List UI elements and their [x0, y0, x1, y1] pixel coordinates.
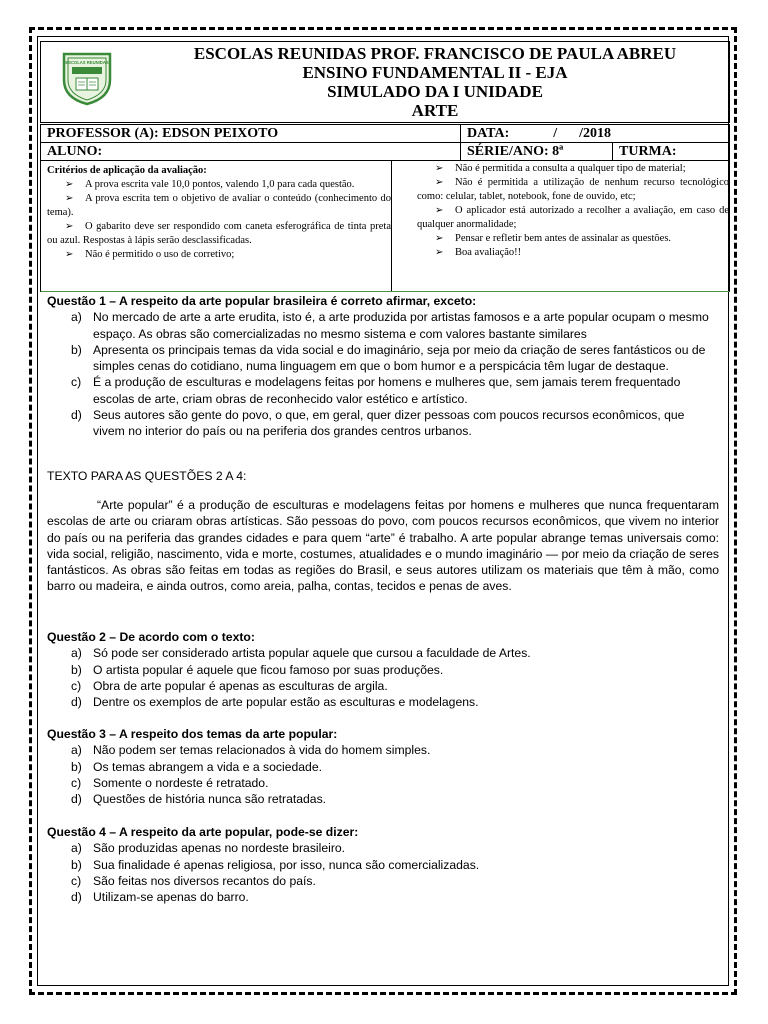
answer-option[interactable]: b) Apresenta os principais temas da vida social e do imaginário, seja por meio da criação de seres fantásticos ou de simples cenas do cotidiano, numa linguagem em que o bom humor e a perspicácia têm lugar de destaque.	[71, 342, 706, 374]
answer-option[interactable]: c) São feitas nos diversos recantos do país.	[71, 873, 316, 888]
reading-text	[47, 497, 719, 595]
answer-option[interactable]: b) O artista popular é aquele que ficou famoso por suas produções.	[71, 662, 444, 677]
criteria-item: ➢ A prova escrita vale 10,0 pontos, valendo 1,0 para cada questão.	[65, 179, 355, 190]
logo-text: ESCOLAS REUNIDAS	[65, 60, 109, 65]
answer-option[interactable]: c) Somente o nordeste é retratado.	[71, 775, 269, 790]
answer-option[interactable]: a) São produzidas apenas no nordeste brasileiro.	[71, 841, 346, 856]
question-title: Questão 2 – De acordo com o texto:	[47, 630, 255, 644]
school-name: ESCOLAS REUNIDAS PROF. FRANCISCO DE PAULA ABREU	[193, 44, 677, 63]
professor-field: PROFESSOR (A): EDSON PEIXOTO	[41, 125, 461, 142]
answer-option[interactable]: c) Obra de arte popular é apenas as esculturas de argila.	[71, 678, 388, 693]
criteria-divider	[391, 161, 392, 291]
header-titles	[140, 44, 730, 120]
criteria-item: ➢ Não é permitida a consulta a qualquer tipo de material;	[435, 163, 686, 174]
arrow-bullet-icon: ➢	[435, 177, 444, 188]
date-sep: /	[553, 126, 558, 141]
school-level: ENSINO FUNDAMENTAL II - EJA	[302, 63, 568, 82]
arrow-bullet-icon: ➢	[65, 193, 74, 204]
arrow-bullet-icon: ➢	[435, 205, 444, 216]
criteria-title: Critérios de aplicação da avaliação:	[47, 165, 207, 176]
answer-option[interactable]: d) Dentre os exemplos de arte popular estão as esculturas e modelagens.	[71, 695, 479, 710]
answer-option[interactable]: a) Só pode ser considerado artista popular aquele que cursou a faculdade de Artes.	[71, 646, 531, 661]
student-row	[40, 143, 730, 161]
question-2	[47, 629, 719, 710]
date-year: /2018	[579, 126, 612, 141]
criteria-left	[47, 164, 391, 262]
reading-paragraph: “Arte popular” é a produção de esculturas e modelagens feitas por homens e mulheres que nunca frequentaram escolas de arte ou criaram obras artísticas. São pessoas do povo, com poucos recursos econômicos, que vivem no interior do país ou na periferia das grandes cidades e para quem “arte” é trabalho. A arte popular abrange temas universais como: vida social, religião, nascimento, vida e morte, costumes, atualidades e o mundo imaginário — por meio da criação de seres fantásticos. As obras são feitas em todas as regiões do Brasil, e seus autores utilizam os materiais que têm à mão, como barro ou madeira, e ainda outros, como areia, palha, contas, tecidos e penas de aves.	[47, 498, 719, 594]
answer-option[interactable]: c) É a produção de esculturas e modelagens feitas por homens e mulheres que, sem jamais terem frequentado escolas de arte, criam obras de reconhecido valor estético e artístico.	[71, 375, 681, 406]
arrow-bullet-icon: ➢	[65, 179, 74, 190]
school-logo-icon	[58, 50, 116, 106]
criteria-item: ➢ Não é permitido o uso de corretivo;	[65, 249, 235, 260]
criteria-item: ➢ Não é permitida a utilização de nenhum recurso tecnológico como: celular, tablet, notebook, fone de ouvido, etc;	[417, 177, 729, 202]
question-3	[47, 726, 719, 807]
arrow-bullet-icon: ➢	[435, 233, 444, 244]
criteria-item: ➢ Boa avaliação!!	[435, 247, 522, 258]
student-field[interactable]: ALUNO:	[41, 143, 461, 160]
arrow-bullet-icon: ➢	[435, 247, 444, 258]
question-title: Questão 1 – A respeito da arte popular brasileira é correto afirmar, exceto:	[47, 294, 477, 308]
subject-name: ARTE	[411, 101, 459, 120]
professor-row	[40, 124, 730, 143]
criteria-box	[40, 160, 730, 292]
date-field[interactable]	[461, 125, 729, 142]
criteria-right	[417, 162, 729, 260]
answer-option[interactable]: a) Não podem ser temas relacionados à vida do homem simples.	[71, 743, 431, 758]
arrow-bullet-icon: ➢	[435, 163, 444, 174]
answer-option[interactable]: d) Seus autores são gente do povo, o que, em geral, quer dizer pessoas com poucos recursos econômicos, que vivem no interior do país ou na periferia dos grandes centros urbanos.	[71, 408, 685, 439]
question-1	[47, 293, 719, 440]
grade-field: SÉRIE/ANO: 8ª	[461, 143, 613, 160]
arrow-bullet-icon: ➢	[65, 221, 74, 232]
criteria-item: ➢ A prova escrita tem o objetivo de avaliar o conteúdo (conhecimento do tema).	[47, 193, 391, 218]
question-title: Questão 4 – A respeito da arte popular, pode-se dizer:	[47, 825, 359, 839]
answer-option[interactable]: b) Os temas abrangem a vida e a sociedade.	[71, 759, 322, 774]
question-4	[47, 824, 719, 905]
arrow-bullet-icon: ➢	[65, 249, 74, 260]
answer-option[interactable]: d) Questões de história nunca são retratadas.	[71, 792, 327, 807]
question-title: Questão 3 – A respeito dos temas da arte popular:	[47, 727, 338, 741]
date-label: DATA:	[467, 126, 510, 141]
answer-option[interactable]: b) Sua finalidade é apenas religiosa, por isso, nunca são comercializadas.	[71, 857, 480, 872]
criteria-item: ➢ O gabarito deve ser respondido com caneta esferográfica de tinta preta ou azul. Respostas à lápis serão desclassificadas.	[47, 221, 391, 246]
exam-name: SIMULADO DA I UNIDADE	[327, 82, 543, 101]
reading-text-heading: TEXTO PARA AS QUESTÕES 2 A 4:	[47, 469, 247, 483]
criteria-item: ➢ Pensar e refletir bem antes de assinalar as questões.	[435, 233, 672, 244]
answer-option[interactable]: a) No mercado de arte a arte erudita, isto é, a arte produzida por artistas famosos e a arte popular ocupam o mesmo espaço. As obras são comercializadas no mesmo sistema e com valores bastante similares	[71, 310, 709, 341]
criteria-item: ➢ O aplicador está autorizado a recolher a avaliação, em caso de qualquer anormalidade;	[417, 205, 729, 230]
answer-option[interactable]: d) Utilizam-se apenas do barro.	[71, 890, 249, 905]
class-field[interactable]: TURMA:	[619, 144, 677, 159]
